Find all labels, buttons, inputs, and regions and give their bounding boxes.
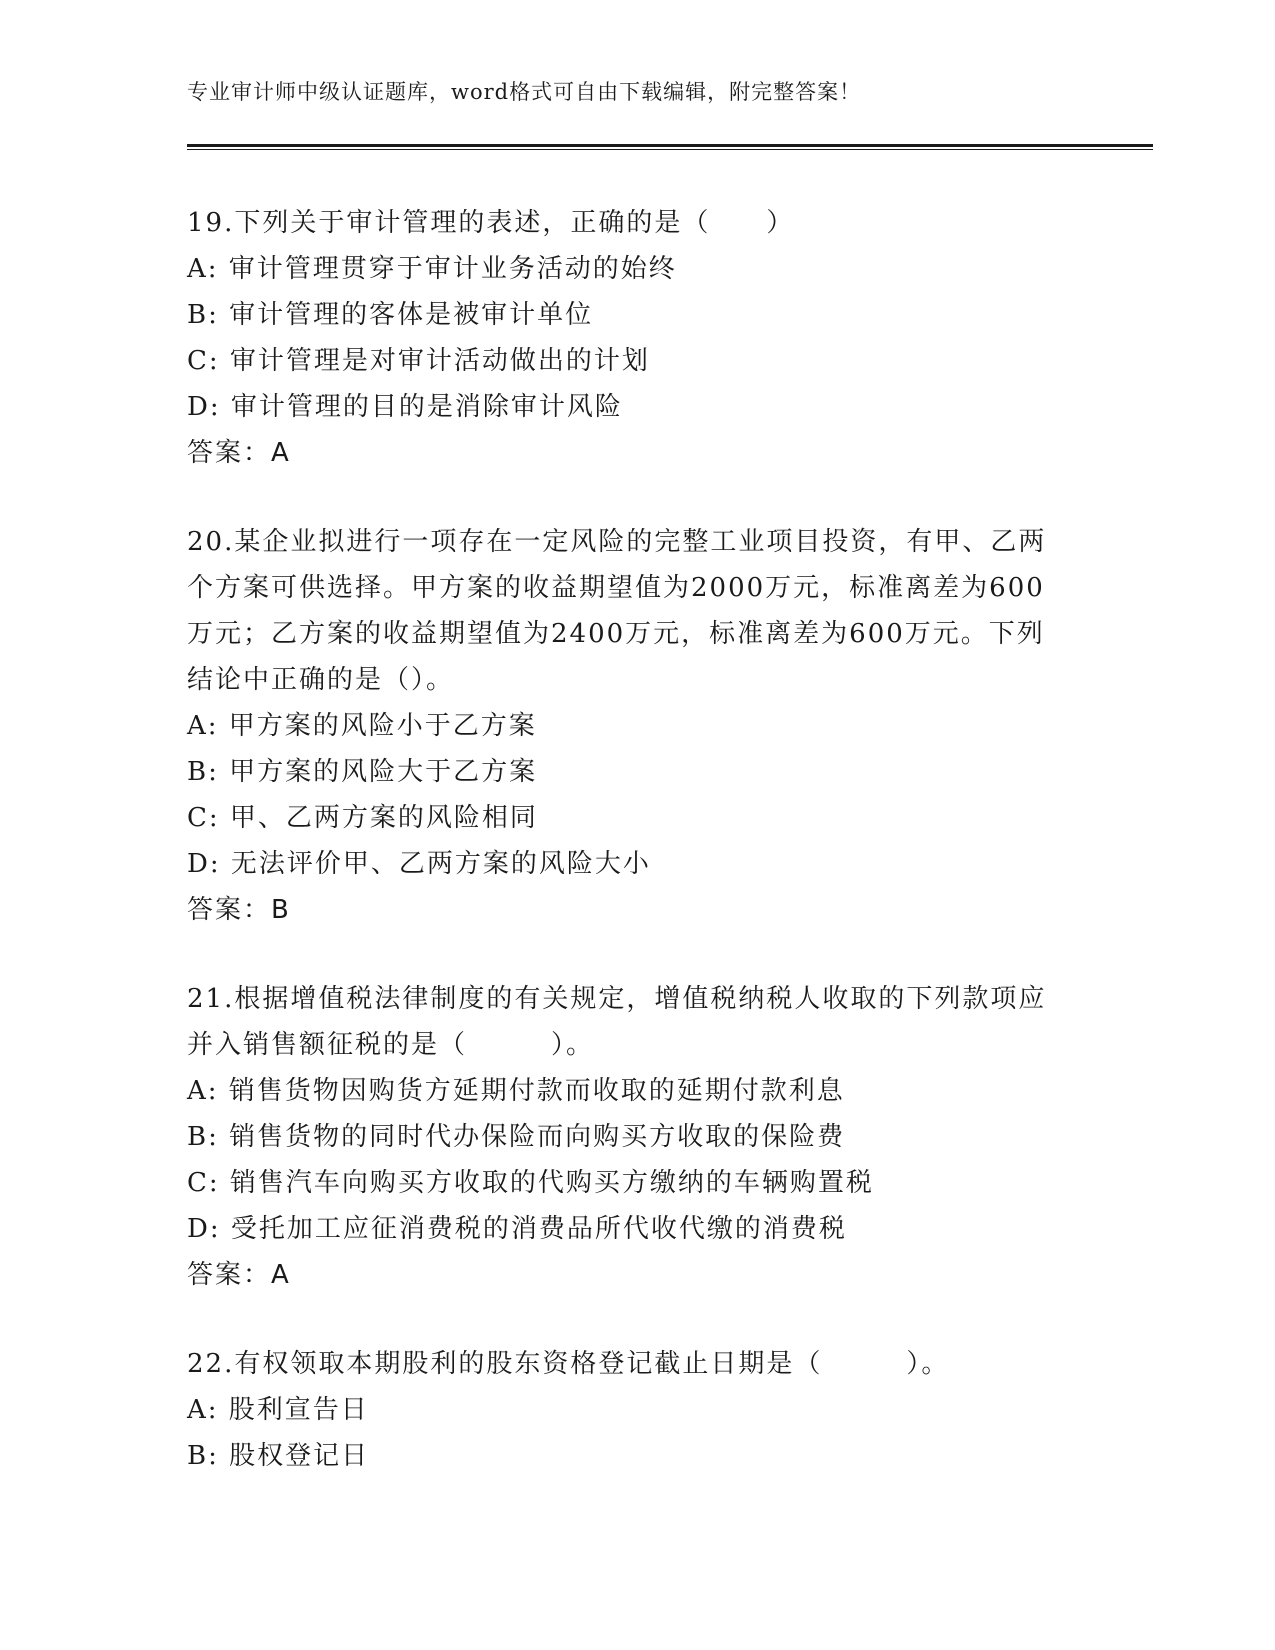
header-rule [187, 144, 1153, 150]
option-b: B: 销售货物的同时代办保险而向购买方收取的保险费 [187, 1122, 846, 1152]
option-d: D: 受托加工应征消费税的消费品所代收代缴的消费税 [187, 1214, 847, 1244]
answer: 答案：A [187, 1260, 291, 1290]
question-21 [187, 976, 1067, 1298]
option-c: C: 审计管理是对审计活动做出的计划 [187, 346, 650, 376]
question-stem: 20.某企业拟进行一项存在一定风险的完整工业项目投资，有甲、乙两 [187, 527, 1047, 557]
option-b: B: 股权登记日 [187, 1441, 370, 1471]
question-stem: 结论中正确的是（）。 [187, 665, 455, 695]
question-stem: 21.根据增值税法律制度的有关规定，增值税纳税人收取的下列款项应 [187, 984, 1047, 1014]
option-a: A: 甲方案的风险小于乙方案 [187, 711, 537, 741]
option-a: A: 股利宣告日 [187, 1395, 369, 1425]
answer: 答案：A [187, 438, 291, 468]
option-d: D: 无法评价甲、乙两方案的风险大小 [187, 849, 651, 879]
question-stem: 个方案可供选择。甲方案的收益期望值为2000万元，标准离差为600 [187, 573, 1045, 603]
page-header: 专业审计师中级认证题库，word格式可自由下载编辑，附完整答案！ [187, 80, 862, 104]
option-a: A: 审计管理贯穿于审计业务活动的始终 [187, 254, 677, 284]
option-b: B: 甲方案的风险大于乙方案 [187, 757, 538, 787]
question-stem: 22.有权领取本期股利的股东资格登记截止日期是（ ）。 [187, 1349, 950, 1379]
question-stem: 并入销售额征税的是（ ）。 [187, 1030, 595, 1060]
option-a: A: 销售货物因购货方延期付款而收取的延期付款利息 [187, 1076, 845, 1106]
option-d: D: 审计管理的目的是消除审计风险 [187, 392, 623, 422]
question-20 [187, 519, 1067, 933]
question-22 [187, 1341, 1067, 1479]
question-list [187, 200, 1067, 1522]
option-c: C: 销售汽车向购买方收取的代购买方缴纳的车辆购置税 [187, 1168, 874, 1198]
answer: 答案：B [187, 895, 291, 925]
question-stem: 19.下列关于审计管理的表述，正确的是（ ） [187, 208, 795, 238]
option-c: C: 甲、乙两方案的风险相同 [187, 803, 538, 833]
question-19 [187, 200, 1067, 476]
option-b: B: 审计管理的客体是被审计单位 [187, 300, 594, 330]
question-stem: 万元；乙方案的收益期望值为2400万元，标准离差为600万元。下列 [187, 619, 1045, 649]
